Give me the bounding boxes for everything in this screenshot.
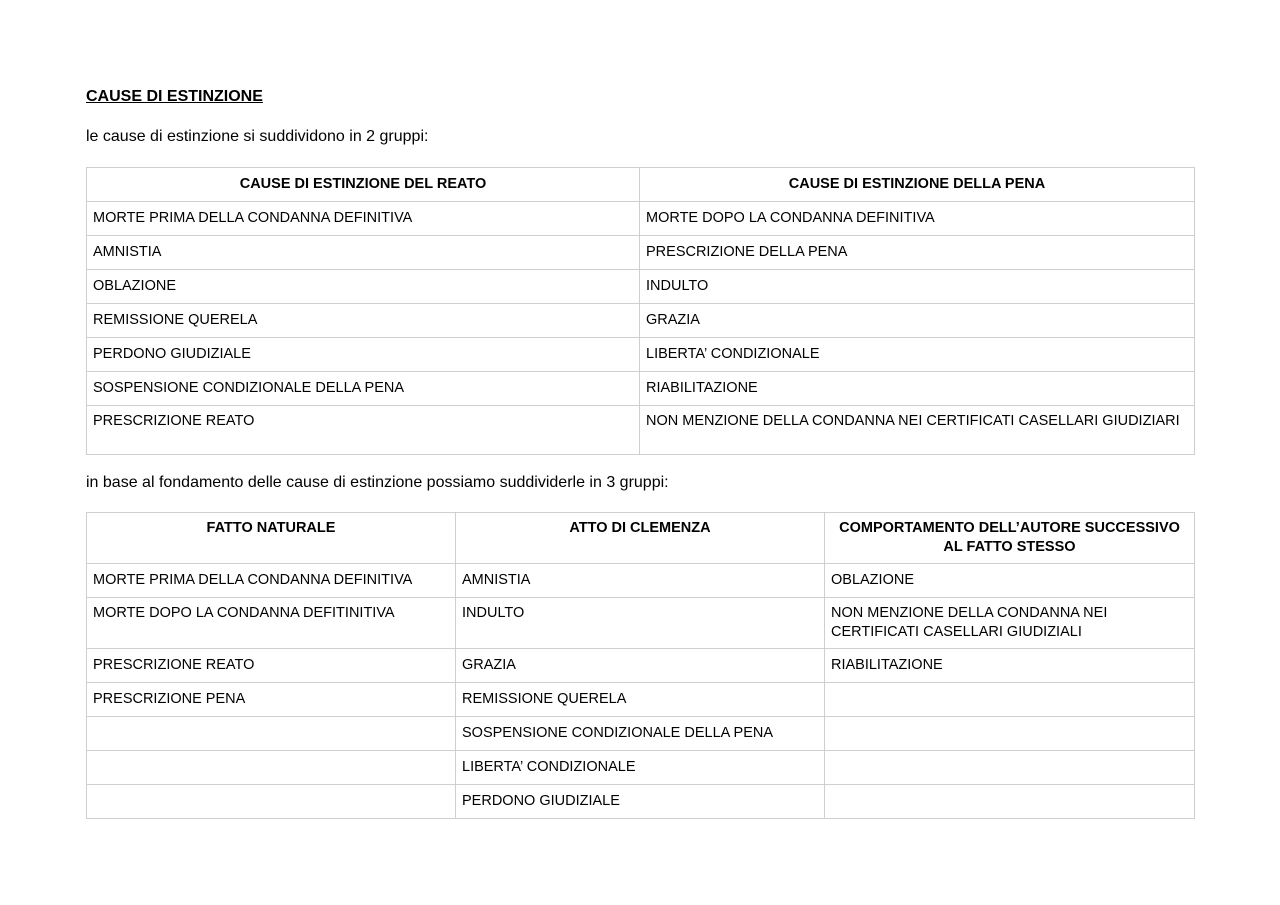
table-cell: PRESCRIZIONE DELLA PENA: [640, 236, 1195, 270]
foundation-groups-table: [86, 512, 1195, 819]
table-row: [87, 338, 1195, 372]
table-cell: PRESCRIZIONE REATO: [87, 406, 640, 455]
table-row: [87, 406, 1195, 455]
table-cell: [825, 751, 1195, 785]
document-title: CAUSE DI ESTINZIONE: [86, 88, 263, 105]
table-cell: PERDONO GIUDIZIALE: [456, 785, 825, 819]
table-cell: LIBERTA’ CONDIZIONALE: [640, 338, 1195, 372]
table-row: [87, 564, 1195, 598]
table-row: [87, 717, 1195, 751]
table-cell: [825, 683, 1195, 717]
table-cell: MORTE DOPO LA CONDANNA DEFINITIVA: [640, 202, 1195, 236]
table-cell: OBLAZIONE: [87, 270, 640, 304]
table-cell: INDULTO: [640, 270, 1195, 304]
column-header-fatto-naturale: FATTO NATURALE: [87, 513, 456, 564]
table-cell: GRAZIA: [640, 304, 1195, 338]
second-paragraph: in base al fondamento delle cause di estinzione possiamo suddividerle in 3 gruppi:: [86, 474, 669, 491]
intro-paragraph: le cause di estinzione si suddividono in 2 gruppi:: [86, 128, 429, 145]
table-cell: [825, 717, 1195, 751]
extinction-causes-table: [86, 167, 1195, 455]
table-cell: AMNISTIA: [456, 564, 825, 598]
table-cell: INDULTO: [456, 598, 825, 649]
column-header-reato: CAUSE DI ESTINZIONE DEL REATO: [87, 168, 640, 202]
table-row: [87, 236, 1195, 270]
column-header-comportamento-autore: COMPORTAMENTO DELL’AUTORE SUCCESSIVO AL FATTO STESSO: [825, 513, 1195, 564]
table-row: [87, 202, 1195, 236]
table-cell: [825, 785, 1195, 819]
table-cell: [87, 785, 456, 819]
table-cell: MORTE PRIMA DELLA CONDANNA DEFINITIVA: [87, 202, 640, 236]
table-row: [87, 649, 1195, 683]
table-row: [87, 270, 1195, 304]
table-row: [87, 751, 1195, 785]
table-cell: REMISSIONE QUERELA: [87, 304, 640, 338]
column-header-pena: CAUSE DI ESTINZIONE DELLA PENA: [640, 168, 1195, 202]
table-cell: PRESCRIZIONE REATO: [87, 649, 456, 683]
table-cell: PRESCRIZIONE PENA: [87, 683, 456, 717]
column-header-atto-clemenza: ATTO DI CLEMENZA: [456, 513, 825, 564]
table-row: [87, 785, 1195, 819]
table-cell: NON MENZIONE DELLA CONDANNA NEI CERTIFICATI CASELLARI GIUDIZIALI: [825, 598, 1195, 649]
table-cell: [87, 751, 456, 785]
table-cell: SOSPENSIONE CONDIZIONALE DELLA PENA: [87, 372, 640, 406]
table-cell: AMNISTIA: [87, 236, 640, 270]
table-cell: RIABILITAZIONE: [825, 649, 1195, 683]
table-row: [87, 372, 1195, 406]
table-row: [87, 598, 1195, 649]
table-cell: NON MENZIONE DELLA CONDANNA NEI CERTIFICATI CASELLARI GIUDIZIARI: [640, 406, 1195, 455]
table-cell: RIABILITAZIONE: [640, 372, 1195, 406]
table-header-row: [87, 513, 1195, 564]
table-cell: GRAZIA: [456, 649, 825, 683]
table-cell: REMISSIONE QUERELA: [456, 683, 825, 717]
table-cell: OBLAZIONE: [825, 564, 1195, 598]
table-cell: SOSPENSIONE CONDIZIONALE DELLA PENA: [456, 717, 825, 751]
table-row: [87, 683, 1195, 717]
table-cell: PERDONO GIUDIZIALE: [87, 338, 640, 372]
table-cell: [87, 717, 456, 751]
table-header-row: [87, 168, 1195, 202]
table-cell: MORTE DOPO LA CONDANNA DEFITINITIVA: [87, 598, 456, 649]
table-row: [87, 304, 1195, 338]
table-cell: MORTE PRIMA DELLA CONDANNA DEFINITIVA: [87, 564, 456, 598]
table-cell: LIBERTA’ CONDIZIONALE: [456, 751, 825, 785]
